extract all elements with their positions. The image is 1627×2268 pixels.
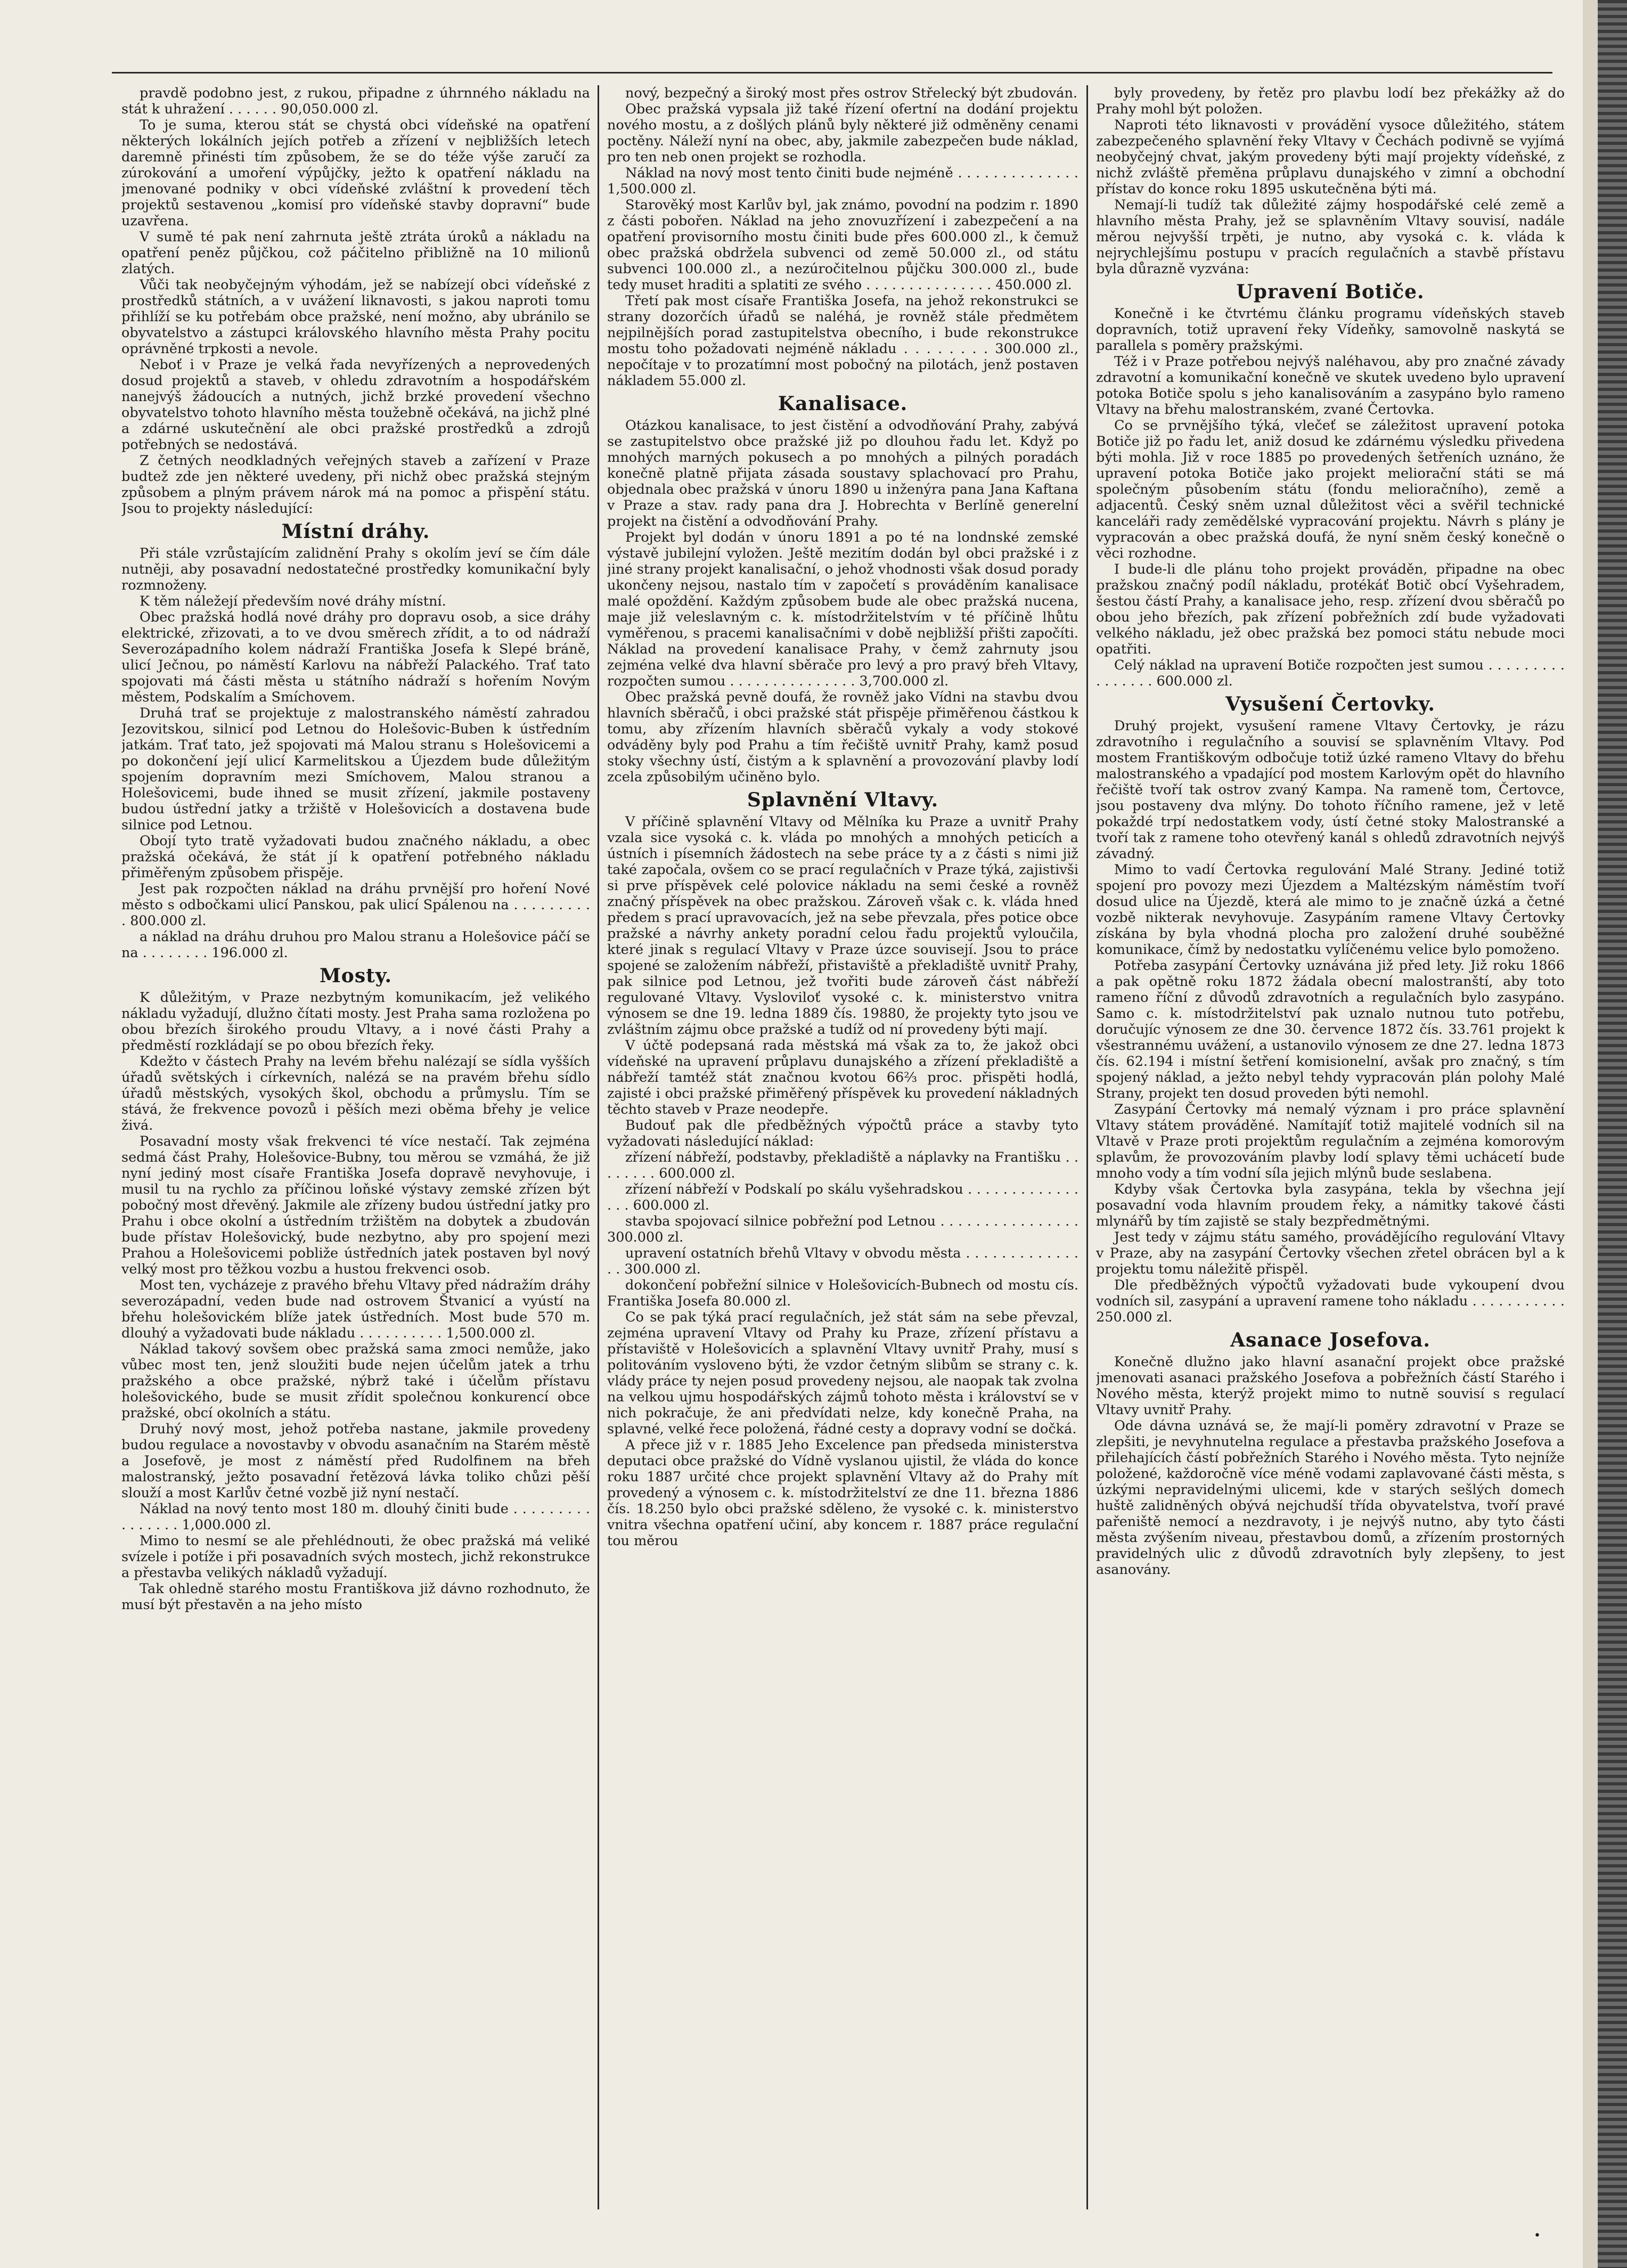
cost-item: zřízení nábřeží, podstavby, překladiště a náplavky na Františku . . . . . . . . 600.000 zl. bbox=[607, 1149, 1078, 1181]
paragraph: nový, bezpečný a široký most přes ostrov Střelecký být zbudován. bbox=[625, 85, 1078, 101]
paragraph: Jest pak rozpočten náklad na dráhu prvnější pro hoření Nové město s odbočkami ulicí Panskou, pak ulicí Spálenou na . . . . . . . . . . 800.000 zl. bbox=[121, 881, 590, 929]
binding-edge bbox=[1598, 0, 1627, 2268]
paragraph: Z četných neodkladných veřejných staveb a zařízení v Praze budtež zde jen některé uvedeny, při nichž obec pražská stejným způsobem a plným právem nárok má na pomoc a přispění státu. Jsou to projekty následující: bbox=[121, 453, 590, 517]
paragraph: Náklad takový sovšem obec pražská sama zmoci nemůže, jako vůbec most ten, jenž sloužiti bude nejen účelům jatek a trhu pražského a obce pražské, nýbrž také i účelům přístavu holešovického, bude se musit zřídit společnou konkurencí obce pražské, obcí okolních a státu. bbox=[121, 1341, 590, 1421]
paragraph: Jest tedy v zájmu státu samého, provádějícího regulování Vltavy v Praze, aby na zasypání Čertovky všechen zřetel obrácen byl a k projektu tomu náležitě přispěl. bbox=[1096, 1229, 1565, 1277]
paragraph: A přece již v r. 1885 Jeho Excelence pan předseda ministerstva deputaci obce pražské do Vídně vyslanou ujistil, že vláda do konce roku 1887 určité chce projekt splavnění Vltavy až do Prahy mít provedený a výnosem c. k. místodržitelství ze dne 11. března 1886 čís. 18.250 bylo obci pražské sděleno, že vysoké c. k. ministerstvo vnitra všechna opatření učiní, aby koncem r. 1887 práce regulační tou měrou bbox=[607, 1437, 1078, 1549]
paragraph: Ode dávna uznává se, že mají-li poměry zdravotní v Praze se zlepšiti, je nevyhnutelna regulace a přestavba pražského Josefova a přilehajících částí pobřežních Starého i Nového města. Tyto nejníže položené, každoročně více méně vodami zaplavované části města, s úzkými nepravidelnými ulicemi, kde v starých sešlých domech huště zalidněných obývá nejchudší třída obyvatelstva, tvoří pravé pařeniště nemocí a nezdravoty, i je nejvýš nutno, aby tyto části města zvýšením niveau, přestavbou domů, a zřízením prostorných pravidelných ulic z důvodů zdravotních byly zlepšeny, to jest asanovány. bbox=[1096, 1418, 1565, 1578]
paragraph: Co se prvnějšího týká, vlečeť se záležitost upravení potoka Botiče již po řadu let, aniž dosud ke zdárnému výsledku přivedena býti mohla. Již v roce 1885 po provedených šetřeních uznáno, že upravení potoka Botiče jako projekt meliorační státi se má společným působením státu (fondu melioračního), země a adjacentů. Český sněm uznal důležitost věci a svěřil technické kanceláři rady zemědělské vypracování projektu. Návrh s plány je vypracován a obec pražská doufá, že nyní sněm český konečně o věci rozhodne. bbox=[1096, 418, 1565, 561]
column-divider bbox=[1086, 85, 1088, 2209]
paragraph: Neboť i v Praze je velká řada nevyřízených a neprovedených dosud projektů a staveb, v ohledu zdravotním a hospodářském nanejvýš žádoucích a nutných, jichž brzké provedení všechno obyvatelstvo tohoto hlavního města toužebně očekává, na jichž plné a zdárné uskutečnění ale obci pražské prostředků a zdrojů potřebných se nedostává. bbox=[121, 357, 590, 453]
section-heading: Vysušení Čertovky. bbox=[1225, 693, 1435, 715]
paragraph: Starověký most Karlův byl, jak známo, povodní na podzim r. 1890 z části pobořen. Náklad na jeho znovuzřízení i zabezpečení a na opatření provisorního mostu činiti bude přes 600.000 zl., k čemuž obec pražská obdržela subvenci od země 50.000 zl., od státu subvenci 100.000 zl., a nezúročitelnou půjčku 300.000 zl., bude tedy muset hraditi a splatiti ze svého . . . . . . . . . . . . . . . 450.000 zl. bbox=[607, 197, 1078, 293]
paragraph: K důležitým, v Praze nezbytným komunikacím, jež velikého nákladu vyžadují, dlužno čítati mosty. Jest Praha sama rozložena po obou březích širokého proudu Vltavy, a i nové části Prahy a předměstí rozkládají se po obou březích řeky. bbox=[121, 990, 590, 1054]
paragraph: V příčině splavnění Vltavy od Mělníka ku Praze a uvnitř Prahy vzala sice vysoká c. k. vláda po mnohých a mnohých peticích a ústních i písemních žádostech na sebe práce ty a z části s nimi již také započala, ovšem co se prací regulačních v Praze týká, zajistivši si prve příspěvek celé polovice nákladu na semi české a rovněž značný příspěvek na obec pražskou. Zároveň však c. k. vláda hned předem s prací upravovacích, jež na sebe převzala, přes potice obce pražské a návrhy ankety poradní celou řadu projektů vyloučila, které jinak s regulací Vltavy v Praze úzce souvisejí. Jsou to práce spojené se založením nábřeží, přistaviště a překladiště uvnitř Prahy, pak silnice pod Letnou, jež tvořiti bude zároveň část nábřeží regulované Vltavy. Vysloviloť vysoké c. k. ministerstvo vnitra výnosem se dne 19. ledna 1889 čís. 19880, že projekty tyto jsou ve zvláštním zájmu obce pražské a tudíž od ní provedeny býti mají. bbox=[607, 814, 1078, 1038]
paragraph: Most ten, vycházeje z pravého břehu Vltavy před nádražím dráhy severozápadní, veden bude nad ostrovem Štvanicí a vyústí na břehu holešovickém blíže jatek ústředních. Most bude 570 m. dlouhý a vyžadovati bude nákladu . . . . . . . . . . 1,500.000 zl. bbox=[121, 1277, 590, 1341]
section-heading: Splavnění Vltavy. bbox=[747, 789, 939, 811]
cost-item: dokončení pobřežní silnice v Holešovicích-Bubnech od mostu cís. Františka Josefa 80.000 zl. bbox=[607, 1277, 1078, 1309]
paragraph: Otázkou kanalisace, to jest čistění a odvodňování Prahy, zabývá se zastupitelstvo obce pražské již po dlouhou řadu let. Když po mnohých marných pokusech a po mnohých a pilných poradách konečně platně přijata zásada soustavy splachovací pro Prahu, objednala obec pražská v únoru 1890 u inženýra pana Jana Kaftana v Praze a stav. rady pana dra J. Hobrechta v Berlíně generelní projekt na čistění a odvodňování Prahy. bbox=[607, 418, 1078, 529]
paragraph: Mimo to nesmí se ale přehlédnouti, že obec pražská má veliké svízele i potíže i při posavadních svých mostech, jichž rekonstrukce a přestavba velikých nákladů vyžadují. bbox=[121, 1533, 590, 1581]
paragraph: Třetí pak most císaře Františka Josefa, na jehož rekonstrukci se strany dozorčích úřadů se naléhá, je rovněž stále předmětem nejpilnějších porad zastupitelstva obecního, i bude rekonstrukce mostu toho požadovati nejméně nákladu . . . . . . . . 300.000 zl., nepočítaje v to prozatímní most pobočný na pilotách, jenž postaven nákladem 55.000 zl. bbox=[607, 293, 1078, 389]
paragraph: Obec pražská pevně doufá, že rovněž jako Vídni na stavbu dvou hlavních sběračů, i obci pražské stát přispěje přiměřenou částkou k tomu, aby zřízením hlavních sběračů vykaly a vody stokové odváděny byly pod Prahu a tím řečiště uvnitř Prahy, kamž posud stoky všechny ústí, čistým a k splavnění a provozování plavby lodí zcela způsobilým učiněno bylo. bbox=[607, 689, 1078, 785]
page-edge-strip bbox=[1583, 0, 1598, 2268]
paragraph: Vůči tak neobyčejným výhodám, jež se nabízejí obci vídeňské z prostředků státních, a v uvážení liknavosti, s jakou naproti tomu přihlíží se ku potřebám obce pražské, není možno, aby ubránilo se obyvatelstvo a zástupci královského hlavního města Prahy pocitu oprávněné trpkosti a nevole. bbox=[121, 277, 590, 357]
paragraph: V účtě podepsaná rada městská má však za to, že jakož obci vídeňské na upravení průplavu dunajského a zřízení překladiště a nábřeží tamtéž stát značnou kvotou 66⅔ proc. přispěti hodlá, zajisté i obci pražské přiměřený příspěvek ku provedení nákladných těchto staveb v Praze neodepře. bbox=[607, 1038, 1078, 1117]
paragraph: K těm náležejí především nové dráhy místní. bbox=[140, 593, 446, 609]
paragraph: Při stále vzrůstajícím zalidnění Prahy s okolím jeví se čím dále nutněji, aby posavadní nedostatečné prostředky komunikační byly rozmnoženy. bbox=[121, 545, 590, 593]
paragraph: Celý náklad na upravení Botiče rozpočten jest sumou . . . . . . . . . . . . . . . . 600.000 zl. bbox=[1096, 657, 1565, 689]
paragraph: Též i v Praze potřebou nejvýš naléhavou, aby pro značné závady zdravotní a komunikační konečně ve skutek uvedeno bylo upravení potoka Botiče spolu s jeho kanalisováním a zasypáno bylo rameno Vltavy na břehu malostranském, zvané Čertovka. bbox=[1096, 354, 1565, 418]
paragraph: Obec pražská hodlá nové dráhy pro dopravu osob, a sice dráhy elektrické, zřizovati, a to ve dvou směrech zřídit, a to od nádraží Severozápadního kolem nádraží Františka Josefa k Slepé bráně, ulicí Ječnou, po náměstí Karlovu na nábřeží Palackého. Trať tato spojovati má části města u státního nádraží s hořením Novým městem, Podskalím a Smíchovem. bbox=[121, 609, 590, 705]
paragraph: byly provedeny, by řetěz pro plavbu lodí bez překážky až do Prahy mohl být položen. bbox=[1096, 85, 1565, 117]
paragraph: Kdyby však Čertovka byla zasypána, tekla by všechna její posavadní voda hlavním proudem řeky, a námitky takové části mlynářů by tím zajistě se staly bezpředmětnými. bbox=[1096, 1181, 1565, 1229]
paragraph: Projekt byl dodán v únoru 1891 a po té na londnské zemské výstavě jubilejní vyložen. Ještě mezitím dodán byl obci pražské i z jiné strany projekt kanalisační, o jehož vhodnosti však dosud porady ukončeny nejsou, nastalo tím v započetí s prováděním kanalisace malé opoždění. Každým způsobem bude ale obec pražská nucena, maje již veleslavným c. k. místodržitelstvím v té příčině lhůtu vyměřenou, s pracemi kanalisačními v době nejbližší přišti započíti. Náklad na provedení kanalisace Prahy, v čemž zahrnuty jsou zejména velké dva hlavní sběrače pro levý a pro pravý břeh Vltavy, rozpočten sumou . . . . . . . . . . . . . . . 3,700.000 zl. bbox=[607, 529, 1078, 689]
paragraph: Kdežto v částech Prahy na levém břehu nalézají se sídla vyšších úřadů světských i církevních, nalézá se na pravém břehu sídlo úřadů městských, vysokých škol, obchodu a průmyslu. Tím se stává, že frekvence povozů i pěších mezi oběma břehy je velice živá. bbox=[121, 1054, 590, 1133]
paragraph: To je suma, kterou stát se chystá obci vídeňské na opatření některých lokálních jejích potřeb a zřízení v nejbližších letech daremně přinésti tím způsobem, že se do téže výše zaručí za zúrokování a umoření výpůjčky, ježto k opatření nákladu na jmenované podniky v obci vídeňské zvláštní k provedení těch projektů sestavenou „komisí pro vídeňské stavby dopravní“ bude uzavřena. bbox=[121, 117, 590, 229]
paragraph: Zasypání Čertovky má nemalý význam i pro práce splavnění Vltavy státem prováděné. Namítajíť totiž majitelé vodních sil na Vltavě v Praze proti projektům regulačním a zejména komorovým splavům, že provozováním plavby lodí splavy těmi uchácetí bude mnoho vody a tím vodní síla jejich mlýnů bude seslabena. bbox=[1096, 1102, 1565, 1181]
paragraph: Naproti této liknavosti v provádění vysoce důležitého, státem zabezpečeného splavnění řeky Vltavy v Čechách podivně se vyjímá neobyčejný chvat, jakým provedeny býti mají projekty vídeňské, z nichž zvláště přeměna průplavu dunajského v zimní a obchodní přístav do konce roku 1895 uskutečněna býti má. bbox=[1096, 117, 1565, 197]
paragraph: I bude-li dle plánu toho projekt prováděn, připadne na obec pražskou značný podíl nákladu, protékáť Botič obcí Vyšehradem, šestou částí Prahy, a kanalisace jeho, resp. zřízení dvou sběračů po obou jeho březích, pak zřízení pobřežních zdí bude vyžadovati velkého nákladu, jež obec pražská bez pomoci státu nebude moci opatřiti. bbox=[1096, 561, 1565, 657]
paragraph: Konečně i ke čtvrtému článku programu vídeňských staveb dopravních, totiž upravení řeky Vídeňky, samovolně naskytá se parallela s poměry pražskými. bbox=[1096, 306, 1565, 354]
section-heading: Místní dráhy. bbox=[281, 520, 430, 543]
section-heading: Asanace Josefova. bbox=[1230, 1329, 1430, 1351]
paragraph: Mimo to vadí Čertovka regulování Malé Strany. Jediné totiž spojení pro povozy mezi Újezdem a Maltézským náměstím tvoří dosud ulice na Újezdě, která ale mimo to je značně úzká a četné vozbě nikterak nevyhovuje. Zasypáním ramene Vltavy Čertovky získána by byla vhodná plocha pro založení druhé souběžné komunikace, čímž by nedostatku vylíčenému velice bylo pomoženo. bbox=[1096, 862, 1565, 958]
paragraph: Nemají-li tudíž tak důležité zájmy hospodářské celé země a hlavního města Prahy, jež se splavněním Vltavy souvisí, nadále měrou nejvyšší trpěti, je nutno, aby vysoká c. k. vláda k nejrychlejšímu postupu v pracích regulačních a stavbě přístavu byla důrazně vyzvána: bbox=[1096, 197, 1565, 277]
paragraph: V sumě té pak není zahrnuta ještě ztráta úroků a nákladu na opatření peněz půjčkou, což páčitelno přibližně na 10 milionů zlatých. bbox=[121, 229, 590, 277]
cost-item: upravení ostatních břehů Vltavy v obvodu města . . . . . . . . . . . . . . . 300.000 zl. bbox=[607, 1245, 1078, 1277]
paragraph: Dle předběžných výpočtů vyžadovati bude vykoupení dvou vodních sil, zasypání a upravení ramene toho nákladu . . . . . . . . . . . 250.000 zl. bbox=[1096, 1277, 1565, 1325]
cost-item: stavba spojovací silnice pobřežní pod Letnou . . . . . . . . . . . . . . . . 300.000 zl. bbox=[607, 1213, 1078, 1245]
paragraph: pravdě podobno jest, z rukou, připadne z úhrnného nákladu na stát k uhražení . . . . . . 90,050.000 zl. bbox=[121, 85, 590, 117]
column-3 bbox=[1096, 85, 1565, 2209]
paragraph: Co se pak týká prací regulačních, jež stát sám na sebe převzal, zejména upravení Vltavy od Prahy ku Praze, zřízení přístavu a přístaviště v Holešovicích a splavnění Vltavy uvnitř Prahy, musí s politováním vysloveno býti, že vzdor četným slibům se strany c. k. vlády práce ty nejen posud provedeny nejsou, ale naopak tak zvolna na velkou ujmu hospodářských zájmů tohoto města i království se v nich pokračuje, že ani předvídati nelze, kdy konečně Praha, na splavné, velké řece položená, řádné cesty a dopravy vodní se dočká. bbox=[607, 1309, 1078, 1437]
section-heading: Kanalisace. bbox=[778, 393, 908, 415]
paragraph: Posavadní mosty však frekvenci té více nestačí. Tak zejména sedmá část Prahy, Holešovice-Bubny, tou měrou se vzmáhá, že již nyní jediný most císaře Františka Josefa dopravě nevyhovuje, i musil tu na rychlo za příčinou loňské výstavy zemské zřízen být pobočný most dřevěný. Jakmile ale zřízeny budou ústřední jatky pro Prahu i obce okolní a ústředním tržištěm na dobytek a zbudován bude přístav Holešovický, bude nezbytno, aby pro spojení mezi Prahou a Holešovicemi pobliže ústředních jatek postaven byl nový velký most pro těžkou vozbu a hustou frekvenci osob. bbox=[121, 1133, 590, 1277]
paragraph: Druhá trať se projektuje z malostranského náměstí zahradou Jezovitskou, silnicí pod Letnou do Holešovic-Buben k ústředním jatkám. Trať tato, jež spojovati má Malou stranu s Holešovicemi a po dokončení její ulicí Karmelitskou a Újezdem bude důležitým spojením dopravním mezi Smíchovem, Malou stranou a Holešovicemi, bude ihned se musit zřízení, jakmile postaveny budou ústřední jatky a tržiště v Holešovicích a dostavena bude silnice pod Letnou. bbox=[121, 705, 590, 833]
column-1 bbox=[121, 85, 590, 2209]
paragraph: Druhý projekt, vysušení ramene Vltavy Čertovky, je rázu zdravotního i regulačního a souvisí se splavněním Vltavy. Pod mostem Františkovým odbočuje totiž úzké rameno Vltavy do břehu malostranského a vpadající pod mostem Karlovým opět do hlavního řečiště tvoří tak ostrov zvaný Kampa. Na rameně tom, Čertovce, jsou postaveny dva mlýny. Do tohoto říčního ramene, jež v letě pokaždé trpí nedostatkem vody, ústí četné stoky Malostranské a tvoří tak z ramene toho otevřený kanál s ohledů zdravotních nejvýš závadný. bbox=[1096, 718, 1565, 862]
top-rule bbox=[112, 72, 1552, 74]
paragraph: Obec pražská vypsala již také řízení ofertní na dodání projektu nového mostu, a z došlých plánů byly některé již odměněny cenami poctěny. Náleží nyní na obec, aby, jakmile zabezpečen bude náklad, pro ten neb onen projekt se rozhodla. bbox=[607, 101, 1078, 165]
section-heading: Mosty. bbox=[319, 965, 393, 987]
paragraph: Náklad na nový tento most 180 m. dlouhý činiti bude . . . . . . . . . . . . . . . . 1,000.000 zl. bbox=[121, 1501, 590, 1533]
paragraph: a náklad na dráhu druhou pro Malou stranu a Holešovice páčí se na . . . . . . . . 196.000 zl. bbox=[121, 929, 590, 961]
footer-mark: • bbox=[1534, 2229, 1541, 2242]
cost-item: zřízení nábřeží v Podskalí po skálu vyšehradskou . . . . . . . . . . . . . . . . 600.000 zl. bbox=[607, 1181, 1078, 1213]
section-heading: Upravení Botiče. bbox=[1236, 281, 1425, 303]
paragraph: Druhý nový most, jehož potřeba nastane, jakmile provedeny budou regulace a novostavby v obvodu asanačním na Starém městě a Josefově, je most z náměstí před Rudolfinem na břeh malostranský, ježto posavadní řetězová lávka toliko chůzi pěší slouží a most Karlův četné vozbě již nyní nestačí. bbox=[121, 1421, 590, 1501]
column-2 bbox=[607, 85, 1078, 2209]
paragraph: Obojí tyto tratě vyžadovati budou značného nákladu, a obec pražská očekává, že stát jí k opatření potřebného nákladu přiměřeným způsobem přispěje. bbox=[121, 833, 590, 881]
paragraph: Potřeba zasypání Čertovky uznávána již před lety. Již roku 1866 a pak opětně roku 1872 žádala obecní malostranští, aby toto rameno říční z důvodů zdravotních a regulačních bylo zasypáno. Samo c. k. místodržitelství pak uznalo nutnou tuto potřebu, doručujíc výnosem ze dne 30. července 1872 čís. 33.761 projekt k všestrannému uvážení, a ustanovilo výnosem ze dne 27. ledna 1873 čís. 62.194 i místní šetření komisionelní, avšak pro značný, s tím spojený náklad, a ježto nebyl tehdy vypracován plán polohy Malé Strany, projekt ten dosud proveden býti nemohl. bbox=[1096, 958, 1565, 1102]
paragraph: Budouť pak dle předběžných výpočtů práce a stavby tyto vyžadovati následující náklad: bbox=[607, 1117, 1078, 1149]
paragraph: Tak ohledně starého mostu Františkova již dávno rozhodnuto, že musí být přestavěn a na jeho místo bbox=[121, 1581, 590, 1613]
column-divider bbox=[598, 85, 599, 2209]
paragraph: Konečně dlužno jako hlavní asanační projekt obce pražské jmenovati asanaci pražského Josefova a pobřežních částí Starého i Nového města, kterýž projekt mimo to nutně souvisí s regulací Vltavy uvnitř Prahy. bbox=[1096, 1354, 1565, 1418]
paragraph: Náklad na nový most tento činiti bude nejméně . . . . . . . . . . . . . . 1,500.000 zl. bbox=[607, 165, 1078, 197]
